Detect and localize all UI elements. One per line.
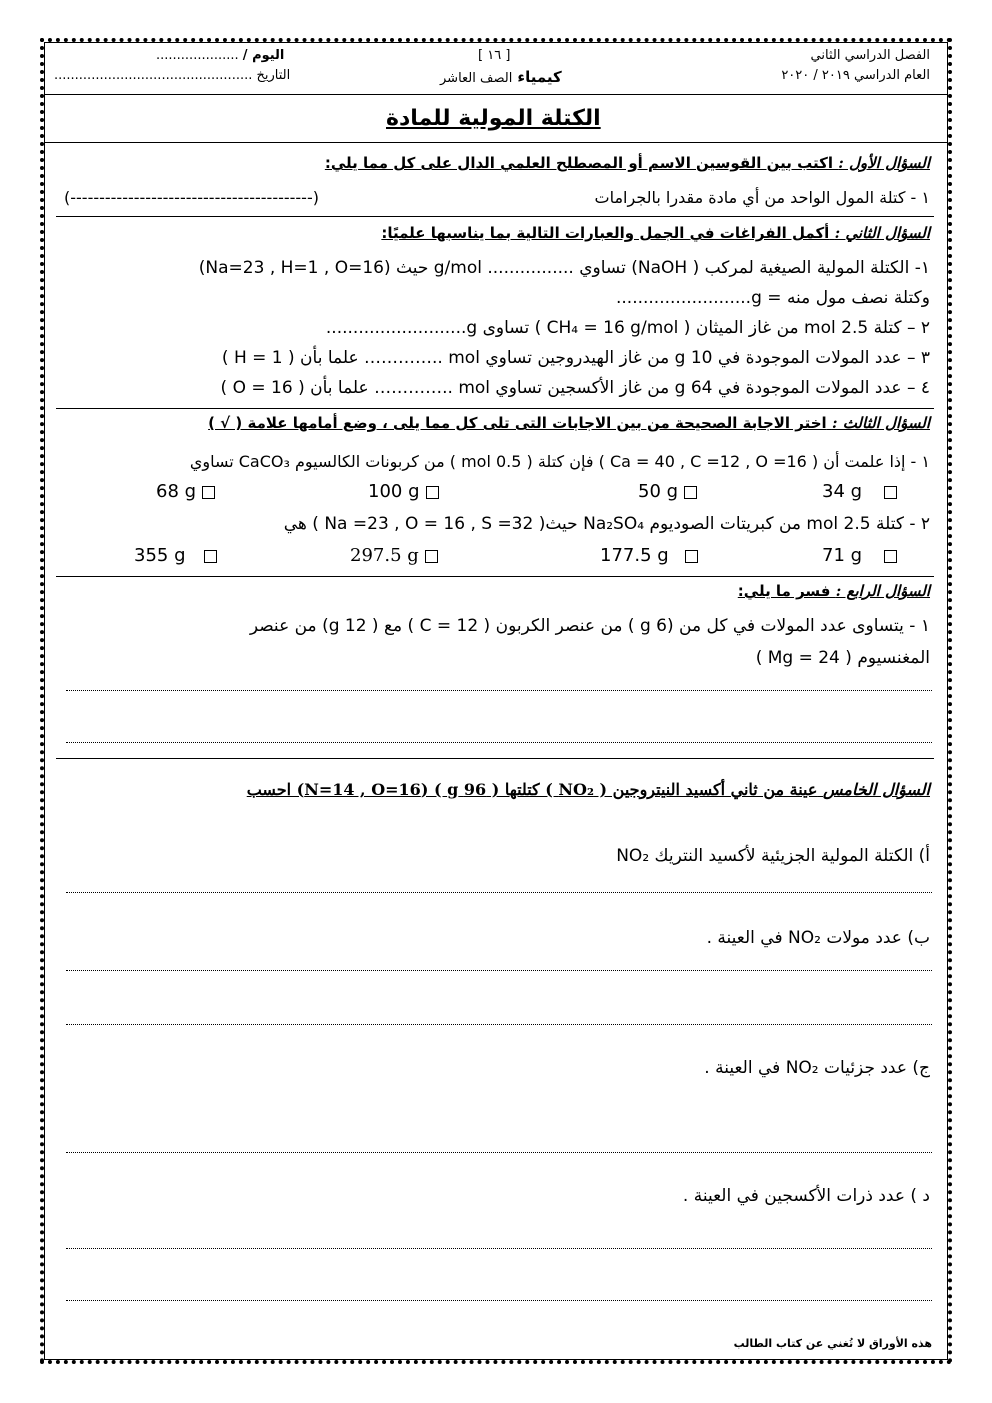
q4-answer-line-1[interactable] xyxy=(66,690,932,691)
semester-label: الفصل الدراسي الثاني xyxy=(810,48,930,63)
q4-instruction: فسر ما يلي: xyxy=(737,582,831,600)
q3-heading xyxy=(208,414,930,432)
q2-item1-line1: ١- الكتلة المولية الصيغية لمركب ( NaOH) تساوي ................ g/mol حيث (Na=23 , H=1 , O=16) xyxy=(198,258,930,278)
q5-part-b: ب) عدد مولات NO₂ في العينة . xyxy=(706,928,930,948)
q1-instruction: اكتب بين القوسين الاسم أو المصطلح العلمي الدال على كل مما يلي: xyxy=(324,154,833,172)
q3-item1-option-3[interactable]: 100 g xyxy=(368,481,439,502)
q2-item1-line2: وكتلة نصف مول منه = g......................... xyxy=(615,288,930,308)
q2-instruction: أكمل الفراغات في الجمل والعبارات التالية بما يناسبها علميًا: xyxy=(381,224,830,242)
q3-item2: ٢ - كتلة 2.5 mol من كبريتات الصوديوم Na₂SO₄ حيث( Na =23 , O = 16 , S =32 ) هي xyxy=(283,514,930,534)
q1-label: السؤال الأول : xyxy=(838,154,930,172)
date-field xyxy=(54,68,290,83)
day-dots[interactable]: .................... xyxy=(156,48,239,63)
q2-divider xyxy=(56,408,934,409)
checkbox-icon[interactable] xyxy=(884,550,897,563)
q5-part-c: ج) عدد جزئيات NO₂ في العينة . xyxy=(704,1058,930,1078)
title-divider xyxy=(44,142,948,143)
q1-item1: ١ - كتلة المول الواحد من أي مادة مقدرا بالجرامات xyxy=(594,188,930,207)
q5-label: السؤال الخامس xyxy=(823,780,930,799)
q4-heading xyxy=(738,582,930,600)
q4-item1-line2: المغنسيوم ( Mg = 24 ) xyxy=(755,648,930,668)
q1-item1-blank[interactable]: (------------------------------------------) xyxy=(64,188,319,207)
day-field xyxy=(156,48,284,63)
q3-item1: ١ - إذا علمت أن ( Ca = 40 , C =12 , O =16 ) فإن كتلة ( 0.5 mol ) من كربونات الكالسيوم CaCO₃ تساوي xyxy=(189,452,930,471)
q5-c-answer-line[interactable] xyxy=(66,1152,932,1153)
day-label: اليوم / xyxy=(242,48,285,63)
q3-label: السؤال الثالث : xyxy=(831,414,930,432)
checkbox-icon[interactable] xyxy=(426,486,439,499)
q3-instruction: اختر الاجابة الصحيحة من بين الاجابات التى تلى كل مما يلى ، وضع أمامها علامة ( √ ) xyxy=(208,414,827,432)
checkbox-icon[interactable] xyxy=(425,550,438,563)
page-title: الكتلة المولية للمادة xyxy=(386,106,601,131)
q5-part-d: د ) عدد ذرات الأكسجين في العينة . xyxy=(682,1186,930,1206)
q5-d-answer-line-2[interactable] xyxy=(66,1300,932,1301)
year-label: العام الدراسي ٢٠١٩ / ٢٠٢٠ xyxy=(781,68,930,83)
page-number: [ ١٦ ] xyxy=(478,48,511,63)
q2-item3: ٣ – عدد المولات الموجودة في g 10 من غاز الهيدروجين تساوي mol ..………… علما بأن ( H = 1 ) xyxy=(221,348,930,368)
q3-item1-option-1[interactable]: 34 g xyxy=(822,481,897,502)
checkbox-icon[interactable] xyxy=(204,550,217,563)
q3-item1-option-2[interactable]: 50 g xyxy=(638,481,697,502)
q1-heading xyxy=(325,154,930,172)
q3-item1-option-4[interactable]: 68 g xyxy=(156,481,215,502)
q4-label: السؤال الرابع : xyxy=(835,582,930,600)
q3-item2-option-3[interactable]: 297.5 g xyxy=(350,545,438,566)
q5-a-answer-line[interactable] xyxy=(66,892,932,893)
q5-d-answer-line-1[interactable] xyxy=(66,1248,932,1249)
q5-part-a: أ) الكتلة المولية الجزيئية لأكسيد النتريك NO₂ xyxy=(616,846,930,866)
q5-b-answer-line-1[interactable] xyxy=(66,970,932,971)
q3-item2-option-1[interactable]: 71 g xyxy=(822,545,897,566)
subject-label: كيمياء xyxy=(517,68,562,86)
checkbox-icon[interactable] xyxy=(884,486,897,499)
q3-divider xyxy=(56,576,934,577)
q3-item2-option-2[interactable]: 177.5 g xyxy=(600,545,698,566)
q4-answer-line-2[interactable] xyxy=(66,742,932,743)
checkbox-icon[interactable] xyxy=(202,486,215,499)
grade-label: الصف العاشر xyxy=(440,71,513,86)
q2-heading xyxy=(381,224,930,242)
q5-instruction: عينة من ثاني أكسيد النيتروجين ( NO₂ ) كتلتها ( 96 g ) (N=14 , O=16) احسب xyxy=(246,780,818,799)
date-label: التاريخ xyxy=(256,68,291,83)
q2-item2: ٢ – كتلة 2.5 mol من غاز الميثان ( CH₄ = 16 g/mol ) تساوى g.......................... xyxy=(325,318,930,338)
q5-b-answer-line-2[interactable] xyxy=(66,1024,932,1025)
q1-divider xyxy=(56,216,934,217)
header-divider xyxy=(44,94,948,95)
date-dots[interactable]: ................................................ xyxy=(54,68,253,83)
checkbox-icon[interactable] xyxy=(685,550,698,563)
footer-note: هذه الأوراق لا تُغني عن كتاب الطالب xyxy=(733,1337,932,1350)
q4-divider xyxy=(56,758,934,759)
q5-heading xyxy=(247,780,930,799)
q4-item1-line1: ١ - يتساوى عدد المولات في كل من (g 6 ) من عنصر الكربون ( C = 12 ) مع ( g 12) من عنصر xyxy=(249,616,930,636)
q2-label: السؤال الثاني : xyxy=(834,224,930,242)
q2-item4: ٤ – عدد المولات الموجودة في g 64 من غاز الأكسجين تساوي mol ..………… علما بأن ( O = 16 ) xyxy=(220,378,930,398)
q3-item2-option-4[interactable]: 355 g xyxy=(134,545,217,566)
checkbox-icon[interactable] xyxy=(684,486,697,499)
subject-grade xyxy=(440,67,562,86)
